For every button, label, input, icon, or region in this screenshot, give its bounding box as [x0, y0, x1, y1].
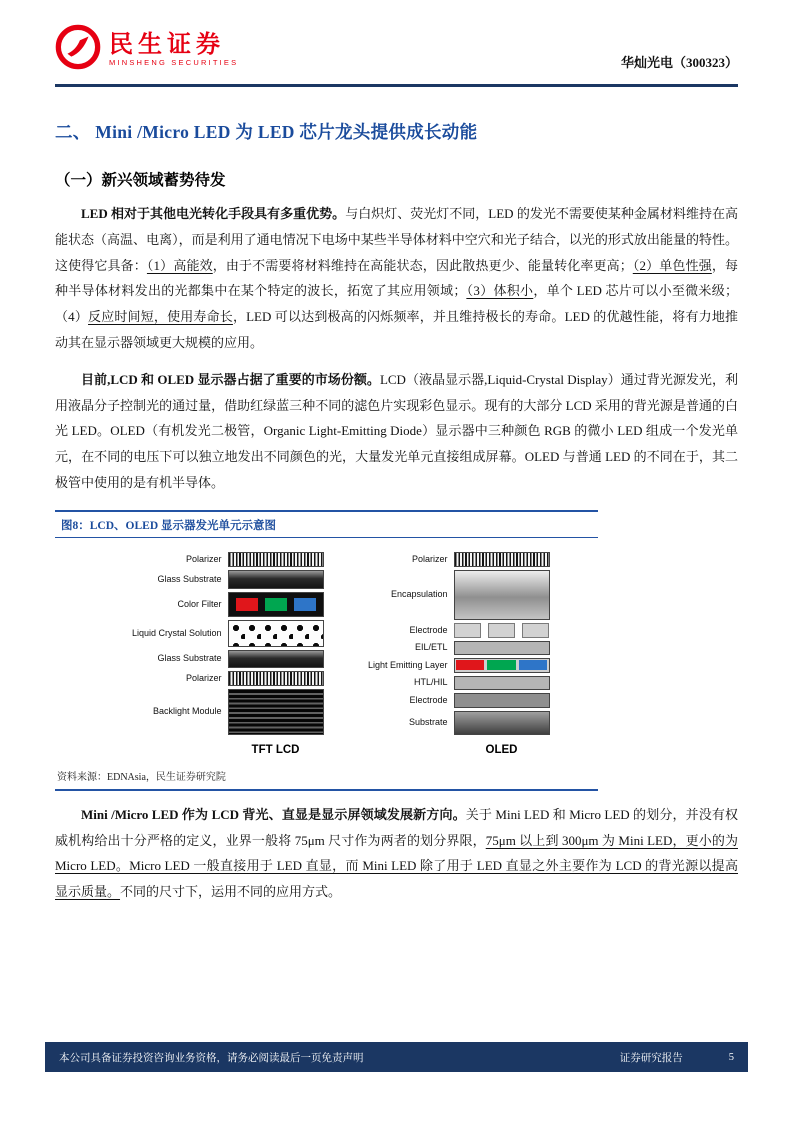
text-segment: 关于 Mini LED 和 Micro LED 的划分，并没有权威机构给出十分严格的定义，业界一般将 75μm 尺寸作为两者的划分界限， [55, 806, 739, 848]
report-stock-title: 华灿光电（300323） [620, 55, 738, 70]
diagram-layer-row [350, 658, 550, 673]
diagram-layer-row [104, 689, 324, 735]
text-segment: ，LED 可以达到极高的闪烁频率，并且维持极长的寿命。LED 的优越性能，将有力地推动其在显示器领域更大规模的应用。 [55, 309, 738, 350]
footer-report-type: 证券研究报告 [619, 1052, 683, 1064]
text-segment: ，单个 LED 芯片可以小至微米级；（4） [55, 283, 738, 325]
text-segment: 反应时间短，使用寿命长 [88, 309, 233, 325]
diagram-layer-row [350, 693, 550, 708]
green-subpixel [265, 598, 287, 611]
page-footer [45, 1042, 748, 1072]
red-subpixel [456, 660, 484, 670]
layer-label: Glass Substrate [157, 573, 222, 584]
figure-caption: 图8：LCD、OLED 显示器发光单元示意图 [55, 510, 598, 538]
text-segment: ，由于不需要将材料维持在高能状态，因此散热更少、能量转化率更高； [212, 257, 633, 273]
figure-8 [55, 510, 598, 791]
text-segment: （3）体积小 [466, 283, 534, 299]
diagram-layer-row [350, 641, 550, 655]
layer-label: Backlight Module [152, 706, 222, 717]
layer-label: Electrode [409, 624, 448, 635]
text-segment: ，每种半导体材料发出的光都集中在某个特定的波长，拓宽了其应用领域； [55, 257, 738, 299]
footer-right [620, 1050, 734, 1065]
layer-label: Polarizer [411, 553, 448, 564]
paragraph-led-advantages [55, 201, 738, 356]
text-segment: 不同的尺寸下，运用不同的应用方式。 [120, 884, 342, 900]
layer-block-gray-dark [454, 693, 550, 708]
layer-block-substrate [454, 711, 550, 735]
layer-block-rgb-seg [454, 658, 550, 673]
layer-label: Substrate [408, 717, 448, 728]
layer-label: Polarizer [185, 553, 222, 564]
layer-block-stripes-v [454, 552, 550, 567]
figure-source: 资料来源：EDNAsia，民生证券研究院 [55, 764, 598, 791]
text-segment: LED 相对于其他电光转化手段具有多重优势。 [81, 206, 346, 221]
layer-block-gray [454, 676, 550, 690]
subsection-title: （一）新兴领域蓄势待发 [55, 172, 226, 189]
layer-block-backlight [228, 689, 324, 735]
diagram-layer-row [104, 592, 324, 617]
layer-label: HTL/HIL [413, 677, 448, 688]
lcd-stack-diagram [104, 552, 324, 756]
diagram-layer-row [350, 676, 550, 690]
diagram-layer-row [104, 671, 324, 686]
layer-label: Polarizer [185, 672, 222, 683]
report-body [55, 87, 738, 905]
diagram-layer-row [104, 620, 324, 647]
layer-block-glass [228, 570, 324, 589]
diagram-layer-row [104, 570, 324, 589]
diagram-layer-row [350, 570, 550, 620]
layer-block-dots [228, 620, 324, 647]
layer-label: Light Emitting Layer [367, 659, 448, 670]
brand-text [109, 32, 238, 66]
page-header [55, 24, 738, 75]
brand-logo [55, 24, 238, 75]
red-subpixel [236, 598, 258, 611]
text-segment: LCD（液晶显示器,Liquid-Crystal Display）通过背光源发光，利用液晶分子控制光的通过量，借助红绿蓝三种不同的滤色片实现彩色显示。现有的大部分 LCD 采用的背光源是普通的白光 LED。OLED（有机发光二极管，Organic Light-Emitting Diode）显示器中三种颜色 RGB 的微小 LED 组成一个发光单元，在不同的电压下可以独立地发出不同颜色的光，大量发光单元直接组成屏幕。OLED 与普通 LED 的不同在于，其二极管中使用的是有机半导体。 [55, 371, 738, 490]
layer-label: Glass Substrate [157, 653, 222, 664]
lcd-title-row [104, 744, 324, 756]
figure-diagram [55, 538, 598, 764]
layer-block-electrode-seg [454, 623, 550, 638]
layer-block-stripes-v [228, 552, 324, 567]
oled-title-row [350, 744, 550, 756]
text-segment: 目前,LCD 和 OLED 显示器占据了重要的市场份额。 [81, 371, 380, 387]
layer-label: Color Filter [177, 598, 222, 609]
oled-stack-diagram [350, 552, 550, 756]
minsheng-logo-icon [55, 24, 101, 75]
diagram-layer-row [104, 650, 324, 668]
layer-block-color-filter [228, 592, 324, 617]
green-subpixel [487, 660, 515, 670]
paragraph-lcd-oled [55, 367, 738, 496]
layer-block-glass [228, 650, 324, 668]
electrode-segment [522, 623, 549, 638]
blue-subpixel [294, 598, 316, 611]
diagram-layer-row [350, 711, 550, 735]
blue-subpixel [519, 660, 547, 670]
layer-block-encapsulation [454, 570, 550, 620]
text-segment: （2）单色性强 [632, 257, 712, 273]
electrode-segment [454, 623, 481, 638]
diagram-layer-row [350, 623, 550, 638]
footer-disclaimer: 本公司具备证券投资咨询业务资格，请务必阅读最后一页免责声明 [59, 1052, 364, 1064]
layer-block-gray [454, 641, 550, 655]
layer-label: Electrode [409, 694, 448, 705]
electrode-segment [488, 623, 515, 638]
diagram-layer-row [104, 552, 324, 567]
brand-name-cn: 民生证券 [109, 31, 225, 59]
oled-diagram-title: OLED [485, 743, 518, 756]
layer-label: Encapsulation [390, 589, 448, 600]
text-segment: （1）高能效 [146, 257, 213, 273]
diagram-layer-row [350, 552, 550, 567]
text-segment: 75μm 以上到 300μm 为 Mini LED，更小的为 Micro LED。Micro LED 一般直接用于 LED 直显，而 Mini LED 除了用于 LED 直显之外主要作为 LCD 的背光源以提高显示质量。 [55, 832, 738, 900]
paragraph-mini-micro-led [55, 802, 738, 905]
text-segment: 与白炽灯、荧光灯不同，LED 的发光不需要使某种金属材料维持在高能状态（高温、电离），而是利用了通电情况下电场中某些半导体材料中空穴和光子结合，以光的形式放出能量的特性。这使得它具备： [55, 206, 738, 273]
footer-page-number: 5 [728, 1051, 734, 1063]
layer-block-stripes-v [228, 671, 324, 686]
layer-label: Liquid Crystal Solution [131, 627, 222, 638]
lcd-diagram-title: TFT LCD [251, 743, 300, 756]
text-segment: Mini /Micro LED 作为 LCD 背光、直显是显示屏领域发展新方向。 [81, 806, 466, 822]
layer-label: EIL/ETL [414, 642, 448, 653]
section-title: 二、 Mini /Micro LED 为 LED 芯片龙头提供成长动能 [55, 122, 478, 142]
brand-name-en: MINSHENG SECURITIES [109, 57, 239, 67]
